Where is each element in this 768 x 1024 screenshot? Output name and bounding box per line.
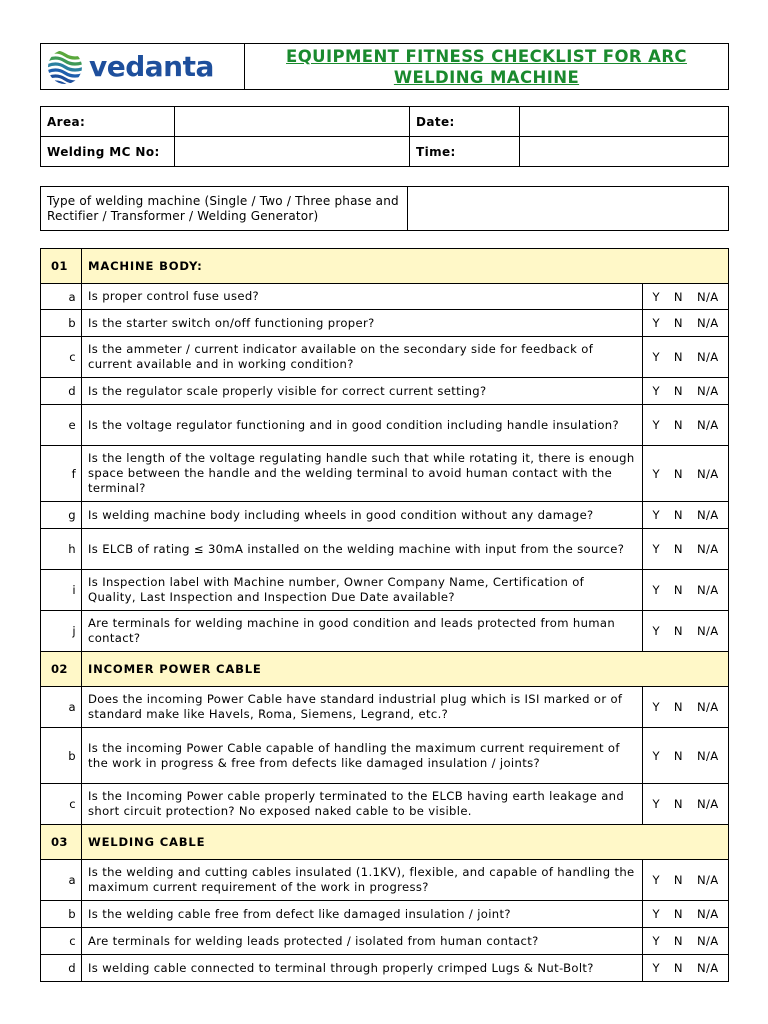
checklist-row	[41, 784, 729, 825]
checklist-row	[41, 502, 729, 529]
answer-options[interactable]: Y N N/A	[643, 570, 729, 611]
answer-options[interactable]: Y N N/A	[643, 611, 729, 652]
item-question: Is the welding and cutting cables insulated (1.1KV), flexible, and capable of handling the maximum current requirement of the work in progress?	[82, 860, 643, 901]
checklist-row	[41, 687, 729, 728]
date-field[interactable]	[520, 107, 729, 137]
date-label: Date:	[410, 107, 520, 137]
item-question: Is the Incoming Power cable properly terminated to the ELCB having earth leakage and short circuit protection? No exposed naked cable to be visible.	[82, 784, 643, 825]
answer-options[interactable]: Y N N/A	[643, 529, 729, 570]
section-header-row	[41, 652, 729, 687]
item-question: Is Inspection label with Machine number, Owner Company Name, Certification of Quality, Last Inspection and Inspection Due Date available?	[82, 570, 643, 611]
item-letter: d	[41, 955, 82, 982]
item-question: Is the regulator scale properly visible for correct current setting?	[82, 378, 643, 405]
checklist-row	[41, 529, 729, 570]
machine-type-label: Type of welding machine (Single / Two / Three phase and Rectifier / Transformer / Welding Generator)	[41, 187, 408, 231]
item-question: Are terminals for welding machine in good condition and leads protected from human contact?	[82, 611, 643, 652]
item-letter: j	[41, 611, 82, 652]
checklist-row	[41, 446, 729, 502]
item-letter: g	[41, 502, 82, 529]
item-question: Is the length of the voltage regulating handle such that while rotating it, there is enough space between the handle and the welding terminal to avoid human contact with the terminal?	[82, 446, 643, 502]
answer-options[interactable]: Y N N/A	[643, 901, 729, 928]
time-label: Time:	[410, 137, 520, 167]
item-question: Are terminals for welding leads protected / isolated from human contact?	[82, 928, 643, 955]
answer-options[interactable]: Y N N/A	[643, 378, 729, 405]
item-letter: c	[41, 928, 82, 955]
item-letter: b	[41, 901, 82, 928]
item-question: Is the starter switch on/off functioning proper?	[82, 310, 643, 337]
checklist-row	[41, 310, 729, 337]
answer-options[interactable]: Y N N/A	[643, 337, 729, 378]
answer-options[interactable]: Y N N/A	[643, 502, 729, 529]
section-title: INCOMER POWER CABLE	[82, 652, 729, 687]
item-question: Is welding cable connected to terminal through properly crimped Lugs & Nut-Bolt?	[82, 955, 643, 982]
checklist-row	[41, 611, 729, 652]
document-header	[40, 43, 729, 90]
item-question: Does the incoming Power Cable have standard industrial plug which is ISI marked or of standard make like Havels, Roma, Siemens, Legrand, etc.?	[82, 687, 643, 728]
title-line-1: EQUIPMENT FITNESS CHECKLIST FOR ARC	[286, 46, 687, 66]
answer-options[interactable]: Y N N/A	[643, 860, 729, 901]
item-letter: a	[41, 284, 82, 310]
item-letter: b	[41, 310, 82, 337]
item-letter: c	[41, 784, 82, 825]
machine-type-table	[40, 186, 729, 231]
section-header-row	[41, 249, 729, 284]
answer-options[interactable]: Y N N/A	[643, 446, 729, 502]
info-table	[40, 106, 729, 167]
checklist-table	[40, 248, 729, 982]
checklist-row	[41, 337, 729, 378]
checklist-row	[41, 405, 729, 446]
item-letter: a	[41, 860, 82, 901]
welding-mc-field[interactable]	[175, 137, 410, 167]
item-letter: a	[41, 687, 82, 728]
logo-cell	[41, 44, 245, 90]
checklist-row	[41, 728, 729, 784]
item-question: Is proper control fuse used?	[82, 284, 643, 310]
item-question: Is welding machine body including wheels in good condition without any damage?	[82, 502, 643, 529]
checklist-row	[41, 284, 729, 310]
item-letter: b	[41, 728, 82, 784]
area-field[interactable]	[175, 107, 410, 137]
item-question: Is the welding cable free from defect like damaged insulation / joint?	[82, 901, 643, 928]
item-letter: c	[41, 337, 82, 378]
document-title	[245, 46, 728, 88]
checklist-row	[41, 378, 729, 405]
item-letter: h	[41, 529, 82, 570]
wave-logo-icon	[47, 47, 83, 87]
item-question: Is ELCB of rating ≤ 30mA installed on the welding machine with input from the source?	[82, 529, 643, 570]
section-title: MACHINE BODY:	[82, 249, 729, 284]
answer-options[interactable]: Y N N/A	[643, 928, 729, 955]
answer-options[interactable]: Y N N/A	[643, 405, 729, 446]
checklist-row	[41, 901, 729, 928]
checklist-row	[41, 955, 729, 982]
machine-type-field[interactable]	[408, 187, 729, 231]
answer-options[interactable]: Y N N/A	[643, 687, 729, 728]
answer-options[interactable]: Y N N/A	[643, 310, 729, 337]
section-number: 01	[41, 249, 82, 284]
item-letter: f	[41, 446, 82, 502]
checklist-row	[41, 860, 729, 901]
vedanta-logo	[47, 47, 244, 87]
section-title: WELDING CABLE	[82, 825, 729, 860]
area-label: Area:	[41, 107, 175, 137]
answer-options[interactable]: Y N N/A	[643, 284, 729, 310]
checklist-row	[41, 570, 729, 611]
title-cell	[245, 44, 729, 90]
section-number: 03	[41, 825, 82, 860]
welding-mc-label: Welding MC No:	[41, 137, 175, 167]
time-field[interactable]	[520, 137, 729, 167]
title-line-2: WELDING MACHINE	[393, 67, 580, 87]
checklist-row	[41, 928, 729, 955]
logo-text: vedanta	[89, 50, 214, 83]
answer-options[interactable]: Y N N/A	[643, 784, 729, 825]
item-question: Is the voltage regulator functioning and in good condition including handle insulation?	[82, 405, 643, 446]
answer-options[interactable]: Y N N/A	[643, 728, 729, 784]
item-letter: e	[41, 405, 82, 446]
item-letter: d	[41, 378, 82, 405]
item-question: Is the ammeter / current indicator available on the secondary side for feedback of current available and in working condition?	[82, 337, 643, 378]
item-letter: i	[41, 570, 82, 611]
section-header-row	[41, 825, 729, 860]
item-question: Is the incoming Power Cable capable of handling the maximum current requirement of the work in progress & free from defects like damaged insulation / joints?	[82, 728, 643, 784]
answer-options[interactable]: Y N N/A	[643, 955, 729, 982]
section-number: 02	[41, 652, 82, 687]
